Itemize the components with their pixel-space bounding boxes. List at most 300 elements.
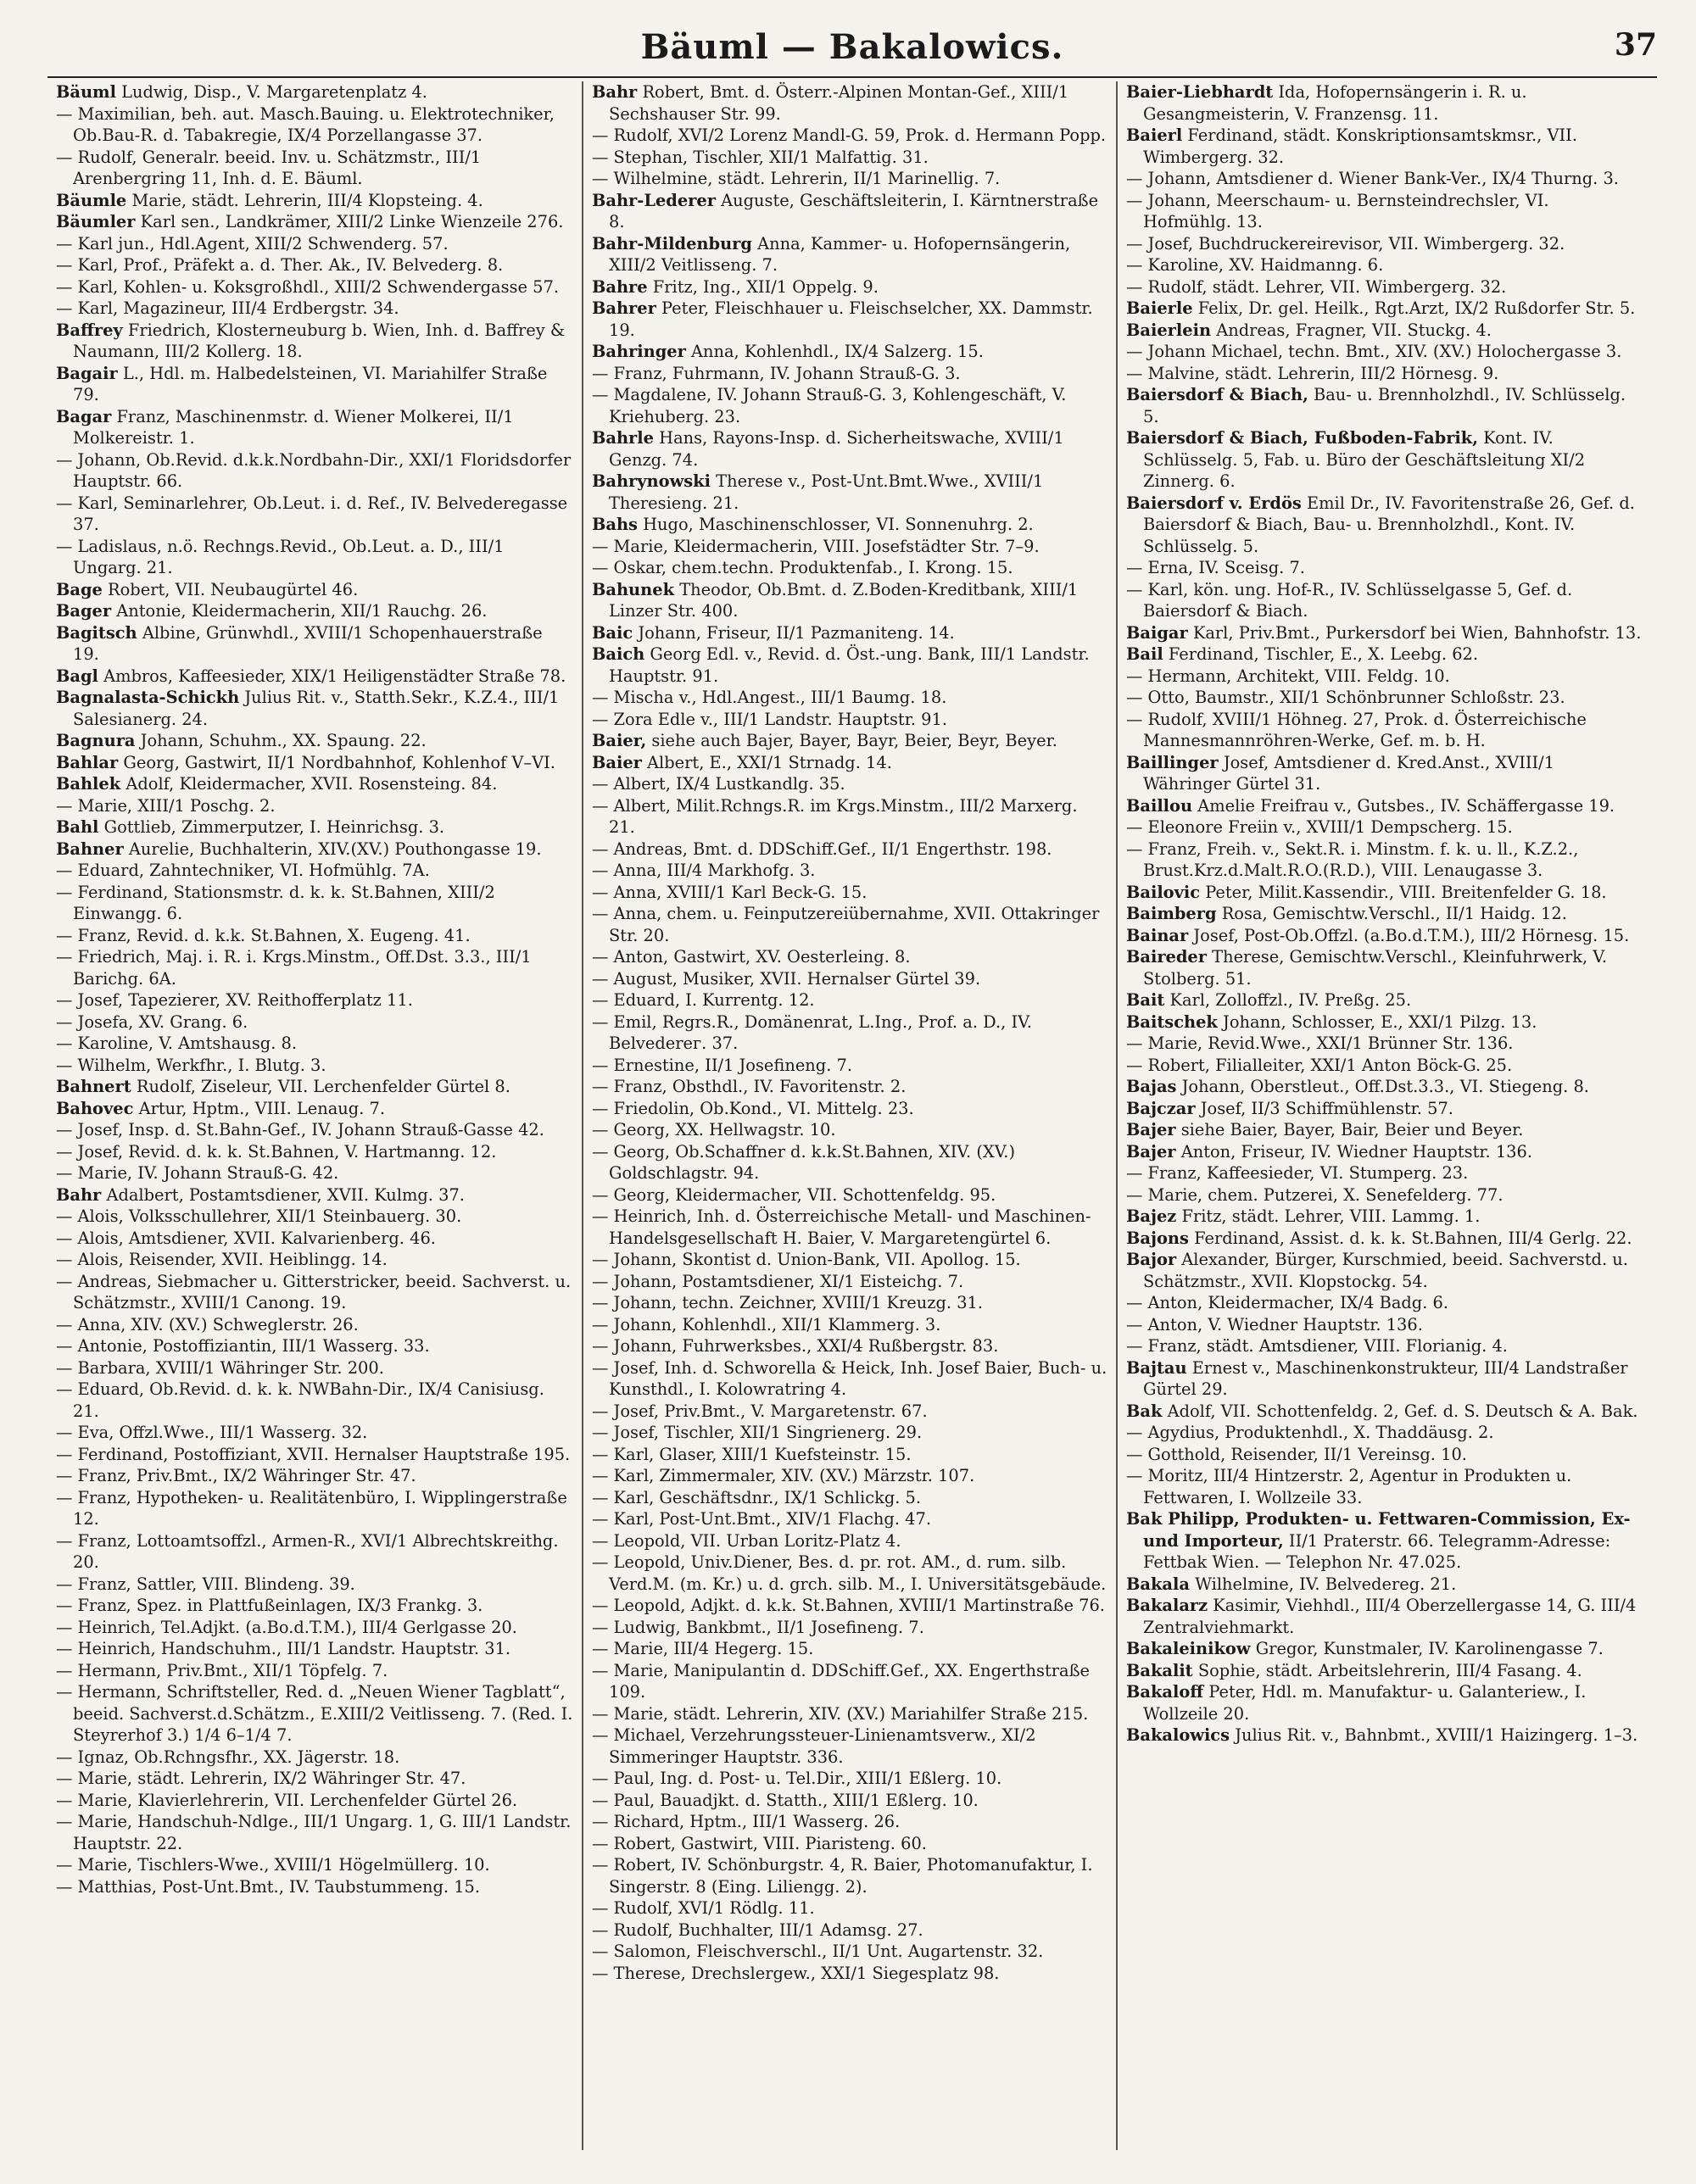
directory-entry	[56, 1681, 573, 1747]
directory-entry	[592, 903, 1107, 946]
directory-entry	[56, 363, 573, 406]
directory-entry	[1126, 1033, 1642, 1055]
entry-details: — Johann, Fuhrwerksbes., XXI/4 Rußbergstr. 83.	[592, 1336, 999, 1356]
directory-entry	[592, 1595, 1107, 1617]
directory-entry	[1126, 1638, 1642, 1660]
entry-surname: Baitschek	[1126, 1011, 1218, 1032]
entry-details: — Johann, Kohlenhdl., XII/1 Klammerg. 3.	[592, 1314, 941, 1334]
directory-entry	[592, 1724, 1107, 1768]
entry-surname: Bahr	[56, 1184, 102, 1205]
entry-details: — Hermann, Schriftsteller, Red. d. „Neuen Wiener Tagblatt“, beeid. Sachverst.d.Schätzm., E.XIII/2 Veitlisseng. 7. (Red. I. Steyrerhof 3.) 1/4 6–1/4 7.	[56, 1682, 573, 1745]
entry-details: — Otto, Baumstr., XII/1 Schönbrunner Schloßstr. 23.	[1126, 688, 1565, 707]
entry-details: Ambros, Kaffeesieder, XIX/1 Heiligenstädter Straße 78.	[103, 666, 566, 686]
entry-details: — Karl jun., Hdl.Agent, XIII/2 Schwenderg. 57.	[56, 233, 449, 254]
entry-details: — Matthias, Post-Unt.Bmt., IV. Taubstummeng. 15.	[56, 1876, 481, 1897]
directory-entry	[592, 882, 1107, 904]
directory-entry	[592, 946, 1107, 968]
entry-details: — Leopold, VII. Urban Loritz-Platz 4.	[592, 1530, 901, 1551]
entry-details: Kasimir, Viehhdl., III/4 Oberzellergasse 14, G. III/4 Zentralviehmarkt.	[1143, 1596, 1637, 1637]
entry-details: Karl, Priv.Bmt., Purkersdorf bei Wien, Bahnhofstr. 13.	[1192, 622, 1642, 643]
entry-details: — Magdalene, IV. Johann Strauß-G. 3, Kohlengeschäft, V. Kriehuberg. 23.	[592, 385, 1067, 426]
entry-details: Auguste, Geschäftsleiterin, I. Kärntnerstraße 8.	[609, 190, 1099, 231]
entry-details: — Rudolf, Generalr. beeid. Inv. u. Schätzmstr., III/1 Arenbergring 11, Inh. d. E. Bäuml.	[56, 147, 482, 188]
entry-surname: Bahl	[56, 817, 99, 837]
directory-entry	[56, 1055, 573, 1077]
entry-details: — Josef, Priv.Bmt., V. Margaretenstr. 67.	[592, 1401, 928, 1421]
directory-entry	[56, 600, 573, 622]
entry-surname: Baillou	[1126, 795, 1193, 816]
directory-entry	[1126, 1335, 1642, 1357]
directory-entry	[1126, 254, 1642, 276]
directory-entry	[1126, 298, 1642, 320]
entry-surname: Bajer	[1126, 1141, 1176, 1162]
directory-entry	[592, 773, 1107, 795]
entry-details: Emil Dr., IV. Favoritenstraße 26, Gef. d. Baiersdorf & Biach, Bau- u. Brennholzhdl., Kont. IV. Schlüsselg. 5.	[1143, 493, 1635, 556]
entry-surname: Bager	[56, 601, 112, 621]
directory-entry	[1126, 1228, 1642, 1250]
entry-details: Albert, E., XXI/1 Strnadg. 14.	[647, 752, 892, 772]
directory-entry	[1126, 557, 1642, 579]
directory-entry	[1126, 882, 1642, 904]
directory-entry	[1126, 125, 1642, 168]
directory-entry	[1126, 233, 1642, 255]
entry-details: — Eduard, Zahntechniker, VI. Hofmühlg. 7A.	[56, 861, 430, 880]
directory-entry	[56, 946, 573, 989]
entry-details: — Heinrich, Handschuhm., III/1 Landstr. Hauptstr. 31.	[56, 1639, 511, 1658]
entry-details: — Rudolf, XVIII/1 Höhneg. 27, Prok. d. Österreichische Mannesmannröhren-Werke, Gef. m. b. H.	[1126, 709, 1587, 750]
directory-entry	[1126, 493, 1642, 558]
directory-entry	[1126, 427, 1642, 493]
entry-details: Josef, II/3 Schiffmühlenstr. 57.	[1200, 1098, 1453, 1118]
directory-entry	[592, 341, 1107, 363]
directory-entry	[56, 211, 573, 233]
directory-entry	[592, 1206, 1107, 1249]
entry-details: — Salomon, Fleischverschl., II/1 Unt. Augartenstr. 32.	[592, 1942, 1044, 1961]
entry-details: — Johann, Postamtsdiener, XI/1 Eisteichg. 7.	[592, 1271, 964, 1291]
entry-details: Peter, Fleischhauer u. Fleischselcher, XX. Dammstr. 19.	[609, 298, 1093, 340]
directory-entry	[1126, 1141, 1642, 1163]
entry-surname: Bajczar	[1126, 1098, 1196, 1118]
directory-entry	[592, 1011, 1107, 1055]
entry-details: — Johann, techn. Zeichner, XVIII/1 Kreuzg. 31.	[592, 1293, 984, 1312]
entry-surname: Baiersdorf v. Erdös	[1126, 493, 1302, 513]
entry-surname: Baireder	[1126, 947, 1207, 967]
directory-entry	[56, 1595, 573, 1617]
directory-entry	[1126, 1724, 1642, 1747]
entry-details: — Eduard, Ob.Revid. d. k. k. NWBahn-Dir., IX/4 Canisiusg. 21.	[56, 1379, 544, 1421]
entry-details: Robert, VII. Neubaugürtel 46.	[108, 579, 359, 599]
entry-surname: Bagl	[56, 666, 98, 686]
entry-details: Anna, Kohlenhdl., IX/4 Salzerg. 15.	[691, 342, 984, 361]
directory-entry	[592, 514, 1107, 536]
entry-surname: Baillinger	[1126, 752, 1219, 772]
entry-details: — Johann Michael, techn. Bmt., XIV. (XV.) Holochergasse 3.	[1126, 342, 1622, 361]
entry-details: — Richard, Hptm., III/1 Wasserg. 26.	[592, 1812, 901, 1831]
directory-entry	[592, 968, 1107, 990]
entry-details: — Ludwig, Bankbmt., II/1 Josefineng. 7.	[592, 1617, 924, 1637]
directory-entry	[56, 406, 573, 449]
entry-details: — Oskar, chem.techn. Produktenfab., I. Krong. 15.	[592, 558, 1013, 577]
directory-entry	[56, 103, 573, 147]
entry-surname: Bajer	[1126, 1120, 1176, 1139]
directory-entry	[56, 816, 573, 838]
entry-details: — Rudolf, XVI/1 Rödlg. 11.	[592, 1898, 815, 1918]
entry-details: — Karl, kön. ung. Hof-R., IV. Schlüsselgasse 5, Gef. d. Baiersdorf & Biach.	[1126, 579, 1573, 621]
directory-entry	[1126, 1444, 1642, 1466]
entry-details: Felix, Dr. gel. Heilk., Rgt.Arzt, IX/2 Rußdorfer Str. 5.	[1197, 298, 1636, 318]
entry-surname: Bail	[1126, 644, 1163, 664]
directory-entry	[1126, 1184, 1642, 1206]
entry-surname: Baigar	[1126, 622, 1188, 643]
column-2	[582, 81, 1116, 2150]
entry-details: — Ernestine, II/1 Josefineng. 7.	[592, 1055, 853, 1075]
directory-entry	[592, 1184, 1107, 1206]
directory-entry	[56, 773, 573, 795]
entry-surname: Bahner	[56, 838, 124, 859]
entry-details: Artur, Hptm., VIII. Lenaug. 7.	[138, 1098, 386, 1118]
entry-details: — Rudolf, XVI/2 Lorenz Mandl-G. 59, Prok. d. Hermann Popp.	[592, 125, 1107, 145]
entry-surname: Bahr-Mildenburg	[592, 233, 752, 254]
entry-surname: Bakalit	[1126, 1660, 1193, 1680]
directory-entry	[56, 860, 573, 882]
directory-entry	[592, 1833, 1107, 1855]
entry-surname: Bahnert	[56, 1077, 131, 1096]
directory-entry	[592, 1098, 1107, 1120]
entry-details: Karl, Zolloffzl., IV. Preßg. 25.	[1169, 990, 1412, 1010]
entry-details: — Alois, Reisender, XVII. Heiblingg. 14.	[56, 1250, 388, 1269]
directory-entry	[56, 1098, 573, 1120]
directory-entry	[592, 1335, 1107, 1357]
directory-entry	[592, 860, 1107, 882]
entry-details: — Marie, Tischlers-Wwe., XVIII/1 Högelmüllerg. 10.	[56, 1855, 490, 1875]
entry-surname: Bagnura	[56, 731, 136, 750]
entry-details: — Malvine, städt. Lehrerin, III/2 Hörnesg. 9.	[1126, 363, 1499, 383]
entry-details: — Franz, Obsthdl., IV. Favoritenstr. 2.	[592, 1077, 907, 1096]
directory-entry	[592, 1141, 1107, 1184]
entry-details: Adalbert, Postamtsdiener, XVII. Kulmg. 37.	[106, 1184, 465, 1205]
directory-entry	[592, 1292, 1107, 1314]
directory-entry	[56, 1854, 573, 1876]
directory-entry	[56, 81, 573, 103]
directory-entry	[56, 1184, 573, 1206]
entry-details: — Franz, Lottoamtsoffzl., Armen-R., XVI/1 Albrechtskreithg. 20.	[56, 1530, 559, 1572]
directory-entry	[1126, 752, 1642, 795]
directory-entry	[56, 1790, 573, 1812]
entry-details: — Anton, Kleidermacher, IX/4 Badg. 6.	[1126, 1293, 1449, 1312]
entry-details: — Rudolf, Buchhalter, III/1 Adamsg. 27.	[592, 1919, 923, 1940]
entry-details: — Karl, Glaser, XIII/1 Kuefsteinstr. 15.	[592, 1444, 912, 1464]
entry-surname: Bahr-Lederer	[592, 190, 716, 210]
entry-details: — Albert, Milit.Rchngs.R. im Krgs.Minstm., III/2 Marxerg. 21.	[592, 795, 1078, 837]
directory-entry	[1126, 168, 1642, 190]
directory-entry	[56, 190, 573, 212]
directory-entry	[1126, 1098, 1642, 1120]
entry-details: Karl sen., Landkrämer, XIII/2 Linke Wienzeile 276.	[140, 212, 564, 231]
directory-entry	[592, 147, 1107, 169]
entry-surname: Bakaloff	[1126, 1682, 1204, 1702]
entry-details: Kont. IV. Schlüsselg. 5, Fab. u. Büro der Geschäftsleitung XI/2 Zinnerg. 6.	[1143, 428, 1586, 491]
column-3	[1116, 81, 1650, 2150]
entry-surname: Baier-Liebhardt	[1126, 82, 1274, 102]
directory-entry	[56, 1141, 573, 1163]
directory-entry	[1126, 1357, 1642, 1401]
directory-entry	[592, 709, 1107, 731]
entry-details: Julius Rit. v., Statth.Sekr., K.Z.4., III/1 Salesianerg. 24.	[73, 688, 560, 729]
entry-details: Fritz, städt. Lehrer, VIII. Lammg. 1.	[1181, 1206, 1481, 1226]
directory-entry	[592, 384, 1107, 427]
entry-details: — Robert, Filialleiter, XXI/1 Anton Böck-G. 25.	[1126, 1055, 1513, 1075]
entry-details: Sophie, städt. Arbeitslehrerin, III/4 Fasang. 4.	[1197, 1660, 1582, 1680]
entry-details: Aurelie, Buchhalterin, XIV.(XV.) Pouthongasse 19.	[128, 838, 542, 859]
entry-surname: Bait	[1126, 990, 1165, 1010]
entry-details: — Friedolin, Ob.Kond., VI. Mittelg. 23.	[592, 1098, 914, 1118]
page-number: 37	[1614, 27, 1657, 63]
directory-entry	[56, 1422, 573, 1444]
entry-details: — Agydius, Produktenhdl., X. Thaddäusg. 2.	[1126, 1423, 1494, 1442]
directory-entry	[56, 233, 573, 255]
entry-surname: Bahrer	[592, 298, 656, 318]
entry-details: — Marie, XIII/1 Poschg. 2.	[56, 795, 276, 816]
entry-details: — Ignaz, Ob.Rchngsfhr., XX. Jägerstr. 18.	[56, 1747, 400, 1767]
directory-entry	[56, 1271, 573, 1314]
entry-details: — Karl, Prof., Präfekt a. d. Ther. Ak., IV. Belvederg. 8.	[56, 255, 504, 275]
directory-entry	[592, 557, 1107, 579]
directory-entry	[56, 1444, 573, 1466]
directory-entry	[1126, 989, 1642, 1011]
directory-entry	[592, 730, 1107, 752]
entry-details: — Josef, Inh. d. Schworella & Heick, Inh. Josef Baier, Buch- u. Kunsthdl., I. Kolowratring 4.	[592, 1357, 1107, 1399]
entry-details: — Marie, Handschuh-Ndlge., III/1 Ungarg. 1, G. III/1 Landstr. Hauptstr. 22.	[56, 1812, 572, 1853]
directory-entry	[592, 1357, 1107, 1401]
directory-entry	[56, 1249, 573, 1271]
directory-entry	[592, 168, 1107, 190]
entry-details: — Georg, Ob.Schaffner d. k.k.St.Bahnen, XIV. (XV.) Goldschlagstr. 94.	[592, 1141, 1016, 1183]
directory-entry	[1126, 341, 1642, 363]
entry-details: — Anna, XIV. (XV.) Schweglerstr. 26.	[56, 1314, 359, 1334]
directory-entry	[1126, 384, 1642, 427]
directory-entry	[592, 1919, 1107, 1942]
entry-surname: Bajas	[1126, 1077, 1177, 1096]
directory-entry	[1126, 1162, 1642, 1184]
directory-entry	[592, 579, 1107, 622]
entry-surname: Bailovic	[1126, 882, 1201, 902]
entry-details: — Wilhelm, Werkfhr., I. Blutg. 3.	[56, 1055, 326, 1075]
entry-details: siehe auch Bajer, Bayer, Bayr, Beier, Beyr, Beyer.	[651, 731, 1057, 750]
entry-details: — Paul, Bauadjkt. d. Statth., XIII/1 Eßlerg. 10.	[592, 1790, 979, 1810]
directory-entry	[592, 838, 1107, 861]
directory-entry	[592, 1660, 1107, 1703]
entry-details: — Josef, Revid. d. k. k. St.Bahnen, V. Hartmanng. 12.	[56, 1141, 497, 1162]
directory-entry	[592, 644, 1107, 687]
entry-details: Marie, städt. Lehrerin, III/4 Klopsteing. 4.	[131, 190, 483, 210]
entry-details: — August, Musiker, XVII. Hernalser Gürtel 39.	[592, 968, 981, 989]
directory-entry	[56, 1487, 573, 1530]
entry-details: — Robert, IV. Schönburgstr. 4, R. Baier, Photomanufaktur, I. Singerstr. 8 (Eing. Liliengg. 2).	[592, 1855, 1093, 1897]
directory-entry	[1126, 1508, 1642, 1574]
entry-details: — Barbara, XVIII/1 Währinger Str. 200.	[56, 1357, 384, 1378]
directory-entry	[56, 1811, 573, 1854]
directory-entry	[56, 838, 573, 861]
entry-surname: Bäumle	[56, 190, 127, 210]
entry-surname: Bahlek	[56, 774, 121, 794]
entry-details: Amelie Freifrau v., Gutsbes., IV. Schäffergasse 19.	[1197, 795, 1615, 816]
directory-entry	[592, 1768, 1107, 1790]
directory-entry	[56, 1076, 573, 1098]
directory-entry	[56, 1465, 573, 1487]
directory-entry	[592, 427, 1107, 471]
entry-surname: Bage	[56, 579, 103, 599]
entry-surname: Baimberg	[1126, 904, 1217, 923]
entry-details: Franz, Maschinenmstr. d. Wiener Molkerei, II/1 Molkereistr. 1.	[73, 406, 514, 448]
entry-details: — Franz, städt. Amtsdiener, VIII. Florianig. 4.	[1126, 1336, 1508, 1356]
column-1	[47, 81, 582, 2150]
directory-entry	[1126, 838, 1642, 882]
entry-details: Therese v., Post-Unt.Bmt.Wwe., XVIII/1 Theresieng. 21.	[609, 471, 1044, 513]
entry-surname: Bagitsch	[56, 622, 137, 643]
entry-details: II/1 Praterstr. 66. Telegramm-Adresse: Fettbak Wien. — Telephon Nr. 47.025.	[1143, 1530, 1611, 1572]
entry-details: — Ferdinand, Stationsmstr. d. k. k. St.Bahnen, XIII/2 Einwangg. 6.	[56, 882, 495, 923]
entry-details: siehe Baier, Bayer, Bair, Beier und Beyer.	[1180, 1120, 1524, 1139]
running-head: Bäuml — Bakalowics.	[640, 27, 1064, 67]
directory-entry	[56, 882, 573, 925]
entry-details: — Hermann, Architekt, VIII. Feldg. 10.	[1126, 666, 1450, 686]
entry-surname: Bahrynowski	[592, 471, 711, 491]
directory-entry	[1126, 1422, 1642, 1444]
entry-surname: Bahr	[592, 82, 638, 102]
entry-details: — Marie, IV. Johann Strauß-G. 42.	[56, 1163, 339, 1183]
entry-details: — Johann, Meerschaum- u. Bernsteindrechsler, VI. Hofmühlg. 13.	[1126, 190, 1549, 231]
directory-entry	[592, 1076, 1107, 1098]
directory-entry	[1126, 666, 1642, 688]
directory-entry	[592, 795, 1107, 838]
entry-details: — Wilhelmine, städt. Lehrerin, II/1 Marinellig. 7.	[592, 169, 1001, 188]
directory-entry	[1126, 795, 1642, 817]
entry-details: Rosa, Gemischtw.Verschl., II/1 Haidg. 12.	[1221, 904, 1567, 923]
directory-entry	[592, 1963, 1107, 1985]
entry-surname: Bäumler	[56, 212, 136, 231]
directory-entry	[56, 298, 573, 320]
entry-details: — Ferdinand, Postoffiziant, XVII. Hernalser Hauptstraße 195.	[56, 1444, 571, 1464]
directory-entry	[56, 449, 573, 493]
directory-entry	[56, 622, 573, 666]
directory-entry	[592, 1401, 1107, 1423]
entry-details: — Maximilian, beh. aut. Masch.Bauing. u. Elektrotechniker, Ob.Bau-R. d. Tabakregie, IX/4 Porzellangasse 37.	[56, 103, 555, 145]
entry-details: — Erna, IV. Sceisg. 7.	[1126, 558, 1305, 577]
directory-entry	[1126, 1011, 1642, 1034]
directory-entry	[56, 1617, 573, 1639]
entry-details: — Karl, Post-Unt.Bmt., XIV/1 Flachg. 47.	[592, 1509, 931, 1529]
directory-entry	[592, 1941, 1107, 1963]
entry-details: — Josef, Tischler, XII/1 Singrienerg. 29.	[592, 1423, 923, 1442]
entry-details: — Alois, Volksschullehrer, XII/1 Steinbauerg. 30.	[56, 1206, 462, 1226]
directory-entry	[56, 536, 573, 579]
directory-entry	[56, 254, 573, 276]
entry-details: Ferdinand, Tischler, E., X. Leebg. 62.	[1168, 644, 1479, 664]
entry-details: Ferdinand, städt. Konskriptionsamtskmsr., VII. Wimbergerg. 32.	[1143, 125, 1578, 167]
entry-details: Georg Edl. v., Revid. d. Öst.-ung. Bank, III/1 Landstr. Hauptstr. 91.	[609, 644, 1090, 686]
entry-details: Adolf, VII. Schottenfeldg. 2, Gef. d. S. Deutsch & A. Bak.	[1167, 1401, 1638, 1421]
entry-surname: Bahrle	[592, 428, 654, 448]
entry-surname: Bajons	[1126, 1228, 1189, 1248]
directory-entry	[592, 1422, 1107, 1444]
entry-surname: Bahovec	[56, 1098, 134, 1118]
entry-details: — Heinrich, Inh. d. Österreichische Metall- und Maschinen-Handelsgesellschaft H. Baier, V. Margaretengürtel 6.	[592, 1206, 1091, 1248]
header-rule	[47, 76, 1657, 78]
entry-details: Johann, Schlosser, E., XXI/1 Pilzg. 13.	[1223, 1011, 1537, 1032]
entry-surname: Baiersdorf & Biach,	[1126, 385, 1308, 404]
directory-entry	[592, 1465, 1107, 1487]
entry-details: Fritz, Ing., XII/1 Oppelg. 9.	[652, 276, 879, 297]
entry-details: — Josef, Tapezierer, XV. Reithofferplatz 11.	[56, 990, 413, 1010]
entry-surname: Bäuml	[56, 82, 116, 102]
directory-entry	[592, 622, 1107, 644]
entry-details: Gregor, Kunstmaler, IV. Karolinengasse 7.	[1255, 1639, 1604, 1658]
directory-entry	[1126, 579, 1642, 622]
entry-details: — Karoline, XV. Haidmanng. 6.	[1126, 255, 1384, 275]
directory-entry	[592, 1314, 1107, 1336]
entry-details: — Paul, Ing. d. Post- u. Tel.Dir., XIII/1 Eßlerg. 10.	[592, 1769, 1002, 1788]
entry-details: Johann, Oberstleut., Off.Dst.3.3., VI. Stiegeng. 8.	[1181, 1077, 1589, 1096]
directory-entry	[1126, 622, 1642, 644]
entry-surname: Bahs	[592, 515, 638, 534]
directory-entry	[1126, 1314, 1642, 1336]
entry-surname: Baierlein	[1126, 320, 1212, 340]
entry-surname: Bagnalasta-Schickh	[56, 688, 240, 707]
entry-details: — Marie, Kleidermacherin, VIII. Josefstädter Str. 7–9.	[592, 536, 1040, 556]
entry-details: — Michael, Verzehrungssteuer-Linienamtsverw., XI/2 Simmeringer Hauptstr. 336.	[592, 1725, 1036, 1767]
entry-details: — Karl, Kohlen- u. Koksgroßhdl., XIII/2 Schwendergasse 57.	[56, 276, 559, 297]
entry-details: — Marie, städt. Lehrerin, IX/2 Währinger Str. 47.	[56, 1769, 466, 1788]
entry-details: — Ladislaus, n.ö. Rechngs.Revid., Ob.Leut. a. D., III/1 Ungarg. 21.	[56, 536, 505, 577]
entry-details: — Anton, V. Wiedner Hauptstr. 136.	[1126, 1314, 1423, 1334]
entry-details: Johann, Friseur, II/1 Pazmaniteng. 14.	[638, 622, 955, 643]
directory-entry	[56, 1768, 573, 1790]
directory-entry	[1126, 1401, 1642, 1423]
entry-details: — Johann, Amtsdiener d. Wiener Bank-Ver., IX/4 Thurng. 3.	[1126, 169, 1619, 188]
entry-surname: Bahre	[592, 276, 648, 297]
entry-surname: Bak Philipp, Produkten- u. Fettwaren-Commission, Ex- und Importeur,	[1126, 1509, 1631, 1551]
directory-entry	[1126, 644, 1642, 666]
entry-details: Theodor, Ob.Bmt. d. Z.Boden-Kreditbank, XIII/1 Linzer Str. 400.	[609, 579, 1079, 621]
entry-surname: Bakaleinikow	[1126, 1639, 1251, 1658]
directory-entry	[1126, 81, 1642, 125]
directory-entry	[1126, 687, 1642, 709]
entry-surname: Bagair	[56, 363, 118, 383]
directory-entry	[56, 1574, 573, 1596]
entry-details: — Eduard, I. Kurrentg. 12.	[592, 990, 815, 1010]
directory-entry	[592, 276, 1107, 298]
entry-details: — Anna, XVIII/1 Karl Beck-G. 15.	[592, 882, 868, 902]
directory-entry	[592, 1055, 1107, 1077]
directory-entry	[1126, 925, 1642, 947]
directory-entry	[592, 1530, 1107, 1552]
page-header	[47, 15, 1657, 81]
directory-entry	[1126, 190, 1642, 233]
entry-details: Peter, Milit.Kassendir., VIII. Breitenfelder G. 18.	[1205, 882, 1607, 902]
directory-entry	[56, 752, 573, 774]
entry-details: Ferdinand, Assist. d. k. k. St.Bahnen, III/4 Gerlg. 22.	[1194, 1228, 1632, 1248]
directory-entry	[592, 125, 1107, 147]
directory-entry	[56, 1011, 573, 1034]
entry-details: — Anna, chem. u. Feinputzereiübernahme, XVII. Ottakringer Str. 20.	[592, 904, 1100, 945]
directory-entry	[592, 1271, 1107, 1293]
directory-entry	[1126, 1206, 1642, 1228]
entry-surname: Bagar	[56, 406, 112, 426]
entry-details: — Karoline, V. Amtshausg. 8.	[56, 1034, 298, 1053]
entry-details: — Zora Edle v., III/1 Landstr. Hauptstr. 91.	[592, 709, 948, 729]
directory-entry	[56, 1660, 573, 1682]
entry-surname: Bahunek	[592, 579, 675, 599]
